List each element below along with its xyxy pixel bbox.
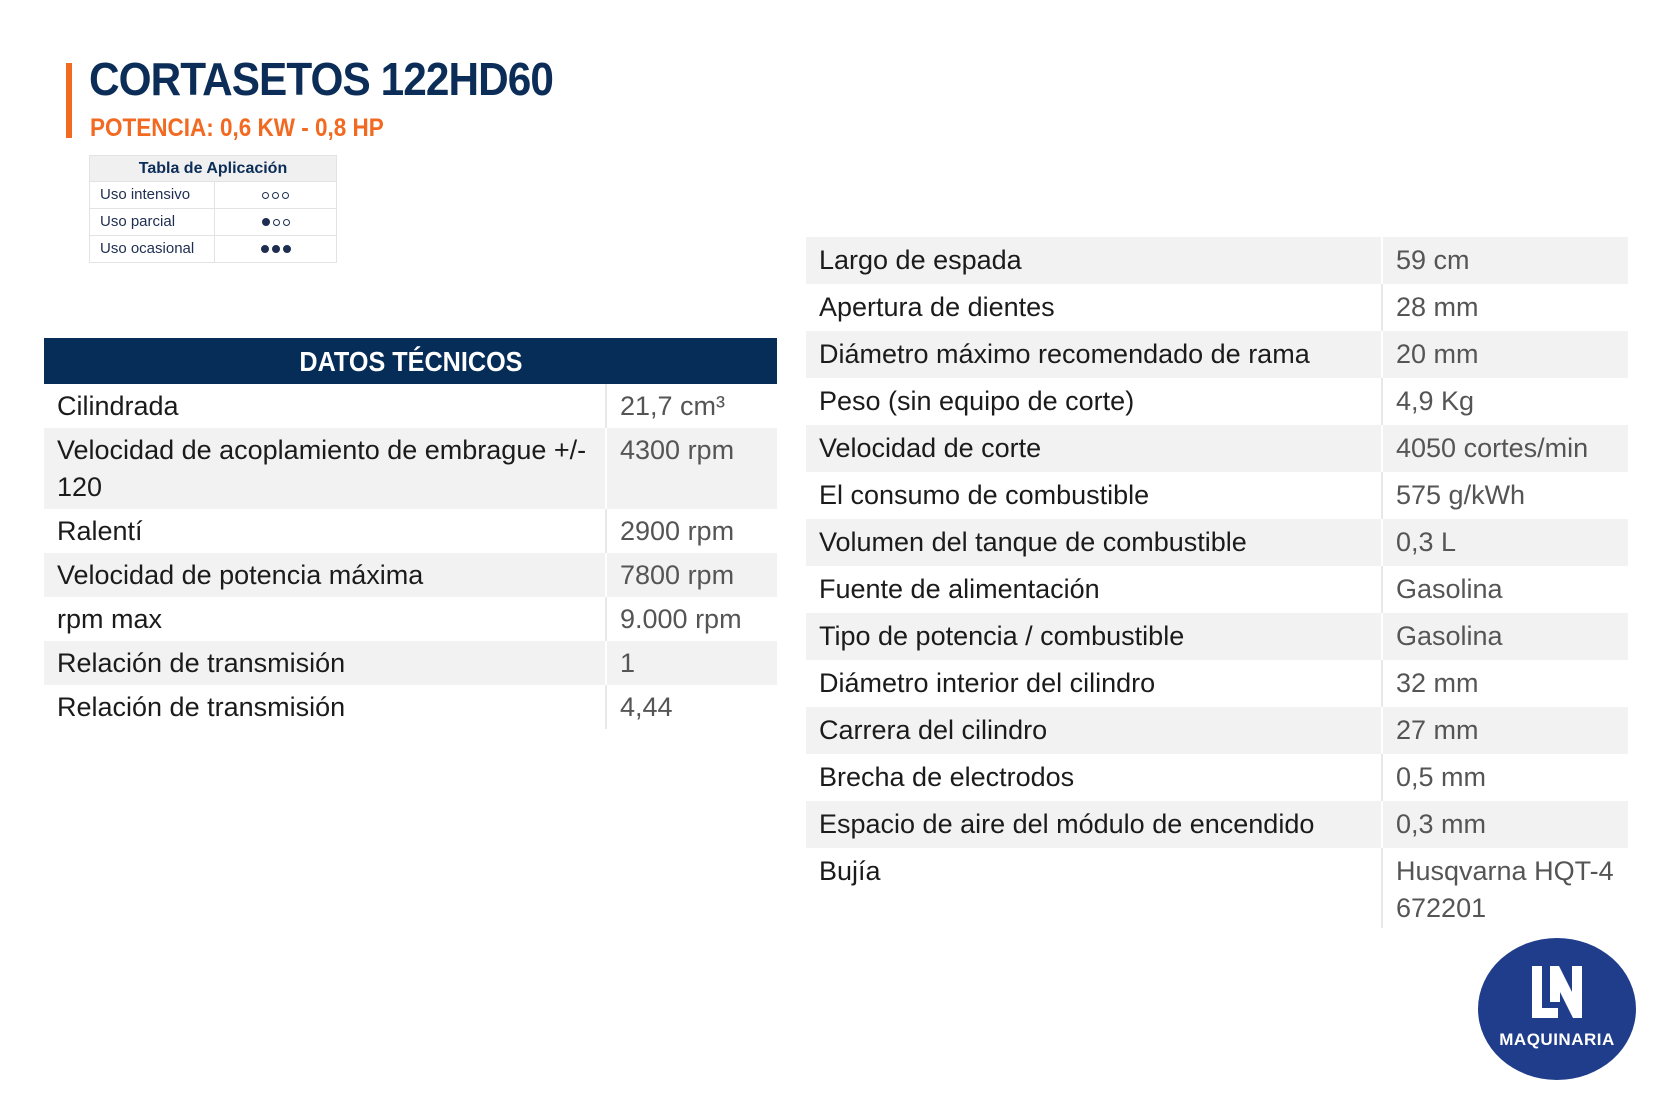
spec-label: El consumo de combustible (806, 472, 1383, 519)
tech-data-title: DATOS TÉCNICOS (298, 346, 523, 377)
spec-value: 4,44 (620, 692, 673, 722)
logo-text: MAQUINARIA (1499, 1030, 1615, 1049)
page-subtitle: POTENCIA: 0,6 KW - 0,8 HP (90, 114, 384, 142)
spec-label: Bujía (806, 848, 1383, 928)
spec-row (44, 597, 777, 641)
empty-dot-icon (283, 219, 290, 226)
spec-value: 27 mm (1396, 715, 1479, 745)
spec-row (44, 428, 777, 509)
usage-rating (215, 236, 336, 262)
spec-row (806, 613, 1628, 660)
spec-value: 1 (620, 648, 636, 678)
spec-row (806, 707, 1628, 754)
spec-label: Cilindrada (44, 384, 607, 428)
spec-row (806, 848, 1628, 928)
application-row-label: Uso intensivo (90, 182, 215, 208)
spec-value: 575 g/kWh (1396, 480, 1526, 510)
spec-label: Fuente de alimentación (806, 566, 1383, 613)
spec-value: 59 cm (1396, 245, 1470, 275)
spec-label: Relación de transmisión (44, 641, 607, 685)
spec-label: Relación de transmisión (44, 685, 607, 729)
spec-value: 2900 rpm (620, 516, 735, 546)
spec-row (806, 566, 1628, 613)
spec-label: Largo de espada (806, 237, 1383, 284)
spec-label: Carrera del cilindro (806, 707, 1383, 754)
spec-label: rpm max (44, 597, 607, 641)
spec-row (44, 384, 777, 428)
application-row-label: Uso parcial (90, 209, 215, 235)
ln-monogram-icon (1528, 962, 1586, 1024)
spec-row (44, 685, 777, 729)
spec-label: Diámetro máximo recomendado de rama (806, 331, 1383, 378)
spec-row (806, 331, 1628, 378)
spec-value: 4,9 Kg (1396, 386, 1475, 416)
spec-label: Volumen del tanque de combustible (806, 519, 1383, 566)
spec-row (44, 509, 777, 553)
tech-data-table (44, 338, 777, 729)
empty-dot-icon (262, 192, 269, 199)
spec-row (44, 553, 777, 597)
spec-value: 0,3 mm (1396, 809, 1487, 839)
empty-dot-icon (273, 219, 280, 226)
spec-label: Tipo de potencia / combustible (806, 613, 1383, 660)
filled-dot-icon (262, 218, 270, 226)
spec-row (806, 237, 1628, 284)
spec-row (806, 284, 1628, 331)
page-title: CORTASETOS 122HD60 (89, 53, 554, 105)
filled-dot-icon (283, 245, 291, 253)
spec-label: Peso (sin equipo de corte) (806, 378, 1383, 425)
spec-label: Velocidad de corte (806, 425, 1383, 472)
spec-row (806, 378, 1628, 425)
spec-label: Ralentí (44, 509, 607, 553)
spec-value: 4050 cortes/min (1396, 433, 1589, 463)
spec-value: Gasolina (1396, 621, 1503, 651)
spec-row (806, 754, 1628, 801)
spec-value: 32 mm (1396, 668, 1479, 698)
spec-row (806, 801, 1628, 848)
spec-label: Velocidad de potencia máxima (44, 553, 607, 597)
spec-value: 28 mm (1396, 292, 1479, 322)
spec-row (44, 641, 777, 685)
filled-dot-icon (261, 245, 269, 253)
spec-label: Apertura de dientes (806, 284, 1383, 331)
empty-dot-icon (282, 192, 289, 199)
spec-row (806, 472, 1628, 519)
spec-label: Diámetro interior del cilindro (806, 660, 1383, 707)
spec-label: Velocidad de acoplamiento de embrague +/- 120 (44, 428, 607, 509)
spec-row (806, 660, 1628, 707)
spec-value: 0,3 L (1396, 527, 1457, 557)
spec-value: 0,5 mm (1396, 762, 1487, 792)
tech-data-header (44, 338, 777, 384)
spec-value: Gasolina (1396, 574, 1503, 604)
usage-rating (215, 209, 336, 235)
application-row (90, 181, 336, 208)
spec-value: 4300 rpm (620, 435, 735, 465)
application-row-label: Uso ocasional (90, 236, 215, 262)
accent-bar (66, 63, 72, 138)
company-logo (1478, 938, 1636, 1080)
spec-value: 21,7 cm³ (620, 391, 726, 421)
application-table-title: Tabla de Aplicación (90, 156, 336, 181)
spec-value: Husqvarna HQT-4 672201 (1396, 856, 1614, 923)
spec-label: Brecha de electrodos (806, 754, 1383, 801)
filled-dot-icon (272, 245, 280, 253)
usage-rating (215, 182, 336, 208)
empty-dot-icon (272, 192, 279, 199)
application-row (90, 235, 336, 262)
spec-row (806, 519, 1628, 566)
application-table (89, 155, 337, 263)
spec-value: 9.000 rpm (620, 604, 742, 634)
application-row (90, 208, 336, 235)
tech-data-table-right (806, 237, 1628, 928)
spec-value: 20 mm (1396, 339, 1479, 369)
spec-row (806, 425, 1628, 472)
spec-label: Espacio de aire del módulo de encendido (806, 801, 1383, 848)
spec-value: 7800 rpm (620, 560, 735, 590)
